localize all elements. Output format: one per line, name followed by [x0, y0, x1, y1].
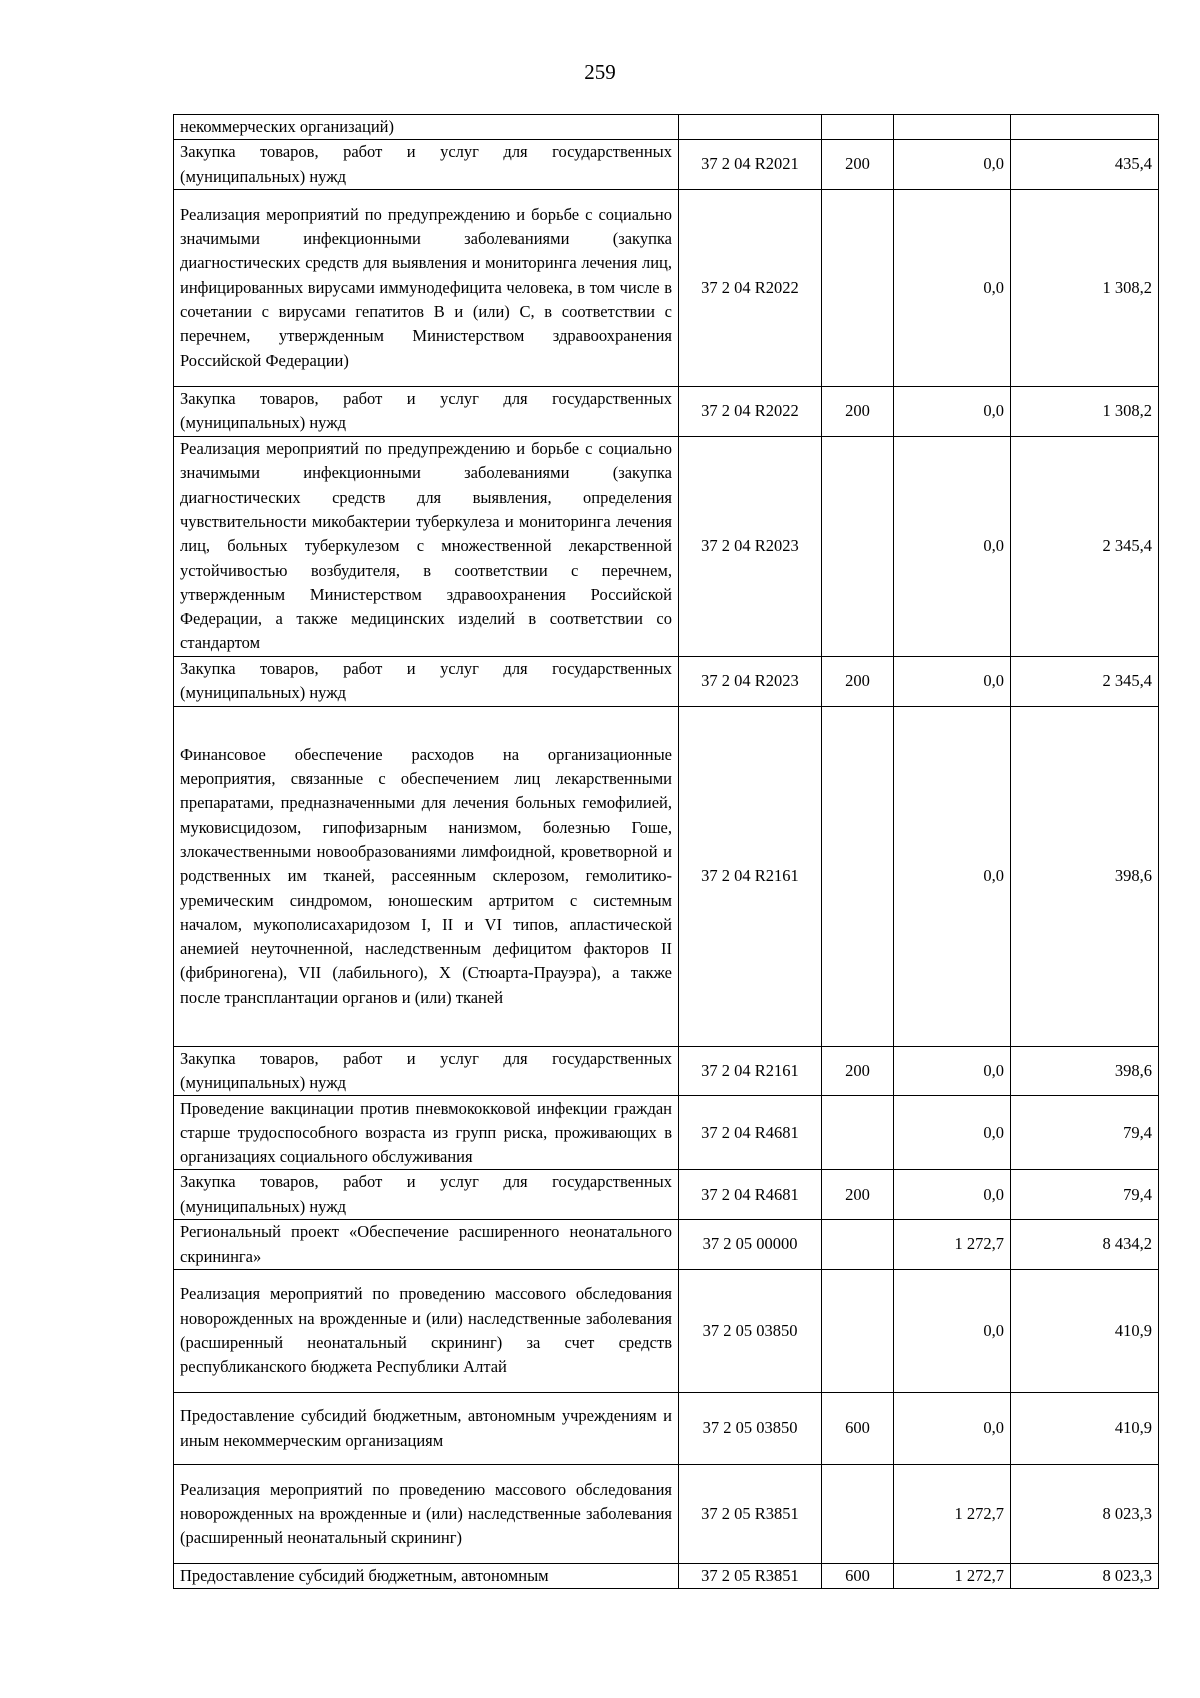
row-amount-1: 0,0	[894, 1393, 1011, 1465]
row-amount-2: 398,6	[1011, 706, 1159, 1046]
row-target-code: 37 2 04 R2161	[679, 706, 822, 1046]
row-expense-type: 600	[822, 1564, 894, 1589]
row-amount-1: 0,0	[894, 140, 1011, 190]
table-row	[174, 1393, 1159, 1465]
row-amount-2: 1 308,2	[1011, 386, 1159, 436]
row-target-code: 37 2 05 03850	[679, 1393, 822, 1465]
row-amount-1: 0,0	[894, 1170, 1011, 1220]
row-amount-1: 0,0	[894, 1270, 1011, 1393]
row-description: Финансовое обеспечение расходов на организационные мероприятия, связанные с обеспечением лиц лекарственными препаратами, предназначенными для лечения больных гемофилией, муковисцидозом, гипофизарным нанизмом, болезнью Гоше, злокачественными новообразованиями лимфоидной, кроветворной и родственных им тканей, рассеянным склерозом, гемолитико-уремическим синдромом, юношеским артритом с системным началом, мукополисахаридозом I, II и VI типов, апластической анемией неуточненной, наследственным дефицитом факторов II (фибриногена), VII (лабильного), X (Стюарта-Прауэра), а также после трансплантации органов и (или) тканей	[174, 706, 679, 1046]
row-amount-2: 79,4	[1011, 1096, 1159, 1170]
row-amount-1: 0,0	[894, 1046, 1011, 1096]
table-row	[174, 140, 1159, 190]
row-description: Предоставление субсидий бюджетным, автономным	[174, 1564, 679, 1589]
row-expense-type	[822, 189, 894, 386]
row-target-code: 37 2 04 R4681	[679, 1170, 822, 1220]
row-amount-2	[1011, 115, 1159, 140]
row-amount-1: 0,0	[894, 189, 1011, 386]
row-expense-type	[822, 1220, 894, 1270]
row-amount-2: 79,4	[1011, 1170, 1159, 1220]
row-amount-1: 0,0	[894, 386, 1011, 436]
row-amount-2: 410,9	[1011, 1270, 1159, 1393]
row-target-code	[679, 115, 822, 140]
row-amount-1: 1 272,7	[894, 1564, 1011, 1589]
row-expense-type: 600	[822, 1393, 894, 1465]
row-amount-2: 8 434,2	[1011, 1220, 1159, 1270]
table-row	[174, 386, 1159, 436]
table-row	[174, 1046, 1159, 1096]
row-amount-1: 0,0	[894, 706, 1011, 1046]
row-expense-type	[822, 1096, 894, 1170]
row-description: Закупка товаров, работ и услуг для государственных (муниципальных) нужд	[174, 140, 679, 190]
row-expense-type	[822, 706, 894, 1046]
row-amount-1: 1 272,7	[894, 1465, 1011, 1564]
row-description: Реализация мероприятий по предупреждению и борьбе с социально значимыми инфекционными заболеваниями (закупка диагностических средств для выявления и мониторинга лечения лиц, инфицированных вирусами иммунодефицита человека, в том числе в сочетании с вирусами гепатитов B и (или) C, в соответствии с перечнем, утвержденным Министерством здравоохранения Российской Федерации)	[174, 189, 679, 386]
row-target-code: 37 2 05 R3851	[679, 1564, 822, 1589]
row-target-code: 37 2 04 R2021	[679, 140, 822, 190]
row-amount-2: 1 308,2	[1011, 189, 1159, 386]
row-target-code: 37 2 04 R2022	[679, 189, 822, 386]
row-target-code: 37 2 05 00000	[679, 1220, 822, 1270]
budget-table	[173, 114, 1159, 1589]
row-expense-type	[822, 1270, 894, 1393]
row-amount-1: 0,0	[894, 1096, 1011, 1170]
row-amount-1: 1 272,7	[894, 1220, 1011, 1270]
table-row	[174, 706, 1159, 1046]
row-description: Проведение вакцинации против пневмококковой инфекции граждан старше трудоспособного возраста из групп риска, проживающих в организациях социального обслуживания	[174, 1096, 679, 1170]
row-amount-2: 8 023,3	[1011, 1465, 1159, 1564]
row-target-code: 37 2 04 R2023	[679, 436, 822, 656]
row-target-code: 37 2 05 03850	[679, 1270, 822, 1393]
row-amount-2: 8 023,3	[1011, 1564, 1159, 1589]
table-row	[174, 1465, 1159, 1564]
row-description: Реализация мероприятий по проведению массового обследования новорожденных на врожденные и (или) наследственные заболевания (расширенный неонатальный скрининг) за счет средств республиканского бюджета Республики Алтай	[174, 1270, 679, 1393]
table-row	[174, 189, 1159, 386]
row-target-code: 37 2 04 R2161	[679, 1046, 822, 1096]
row-description: Закупка товаров, работ и услуг для государственных (муниципальных) нужд	[174, 656, 679, 706]
row-target-code: 37 2 05 R3851	[679, 1465, 822, 1564]
table-row	[174, 115, 1159, 140]
row-description: Реализация мероприятий по проведению массового обследования новорожденных на врожденные и (или) наследственные заболевания (расширенный неонатальный скрининг)	[174, 1465, 679, 1564]
table-row	[174, 1096, 1159, 1170]
row-description: Региональный проект «Обеспечение расширенного неонатального скрининга»	[174, 1220, 679, 1270]
page-number: 259	[584, 60, 616, 84]
table-row	[174, 1270, 1159, 1393]
row-amount-2: 435,4	[1011, 140, 1159, 190]
row-description: Закупка товаров, работ и услуг для государственных (муниципальных) нужд	[174, 386, 679, 436]
row-amount-1: 0,0	[894, 436, 1011, 656]
row-expense-type	[822, 115, 894, 140]
row-expense-type: 200	[822, 1046, 894, 1096]
table-row	[174, 1220, 1159, 1270]
row-amount-2: 410,9	[1011, 1393, 1159, 1465]
row-description: Реализация мероприятий по предупреждению и борьбе с социально значимыми инфекционными заболеваниями (закупка диагностических средств для выявления, определения чувствительности микобактерии туберкулеза и мониторинга лечения лиц, больных туберкулезом с множественной лекарственной устойчивостью возбудителя, в соответствии с перечнем, утвержденным Министерством здравоохранения Российской Федерации, а также медицинских изделий в соответствии со стандартом	[174, 436, 679, 656]
row-expense-type	[822, 1465, 894, 1564]
row-expense-type: 200	[822, 1170, 894, 1220]
table-row	[174, 1564, 1159, 1589]
row-amount-1	[894, 115, 1011, 140]
row-description: Предоставление субсидий бюджетным, автономным учреждениям и иным некоммерческим организациям	[174, 1393, 679, 1465]
row-amount-2: 2 345,4	[1011, 436, 1159, 656]
table-row	[174, 436, 1159, 656]
row-expense-type: 200	[822, 656, 894, 706]
table-row	[174, 1170, 1159, 1220]
row-expense-type: 200	[822, 140, 894, 190]
row-expense-type: 200	[822, 386, 894, 436]
row-description: Закупка товаров, работ и услуг для государственных (муниципальных) нужд	[174, 1170, 679, 1220]
row-amount-2: 2 345,4	[1011, 656, 1159, 706]
row-target-code: 37 2 04 R2022	[679, 386, 822, 436]
row-amount-1: 0,0	[894, 656, 1011, 706]
row-target-code: 37 2 04 R2023	[679, 656, 822, 706]
table-row	[174, 656, 1159, 706]
row-expense-type	[822, 436, 894, 656]
row-amount-2: 398,6	[1011, 1046, 1159, 1096]
row-description: некоммерческих организаций)	[174, 115, 679, 140]
row-description: Закупка товаров, работ и услуг для государственных (муниципальных) нужд	[174, 1046, 679, 1096]
row-target-code: 37 2 04 R4681	[679, 1096, 822, 1170]
